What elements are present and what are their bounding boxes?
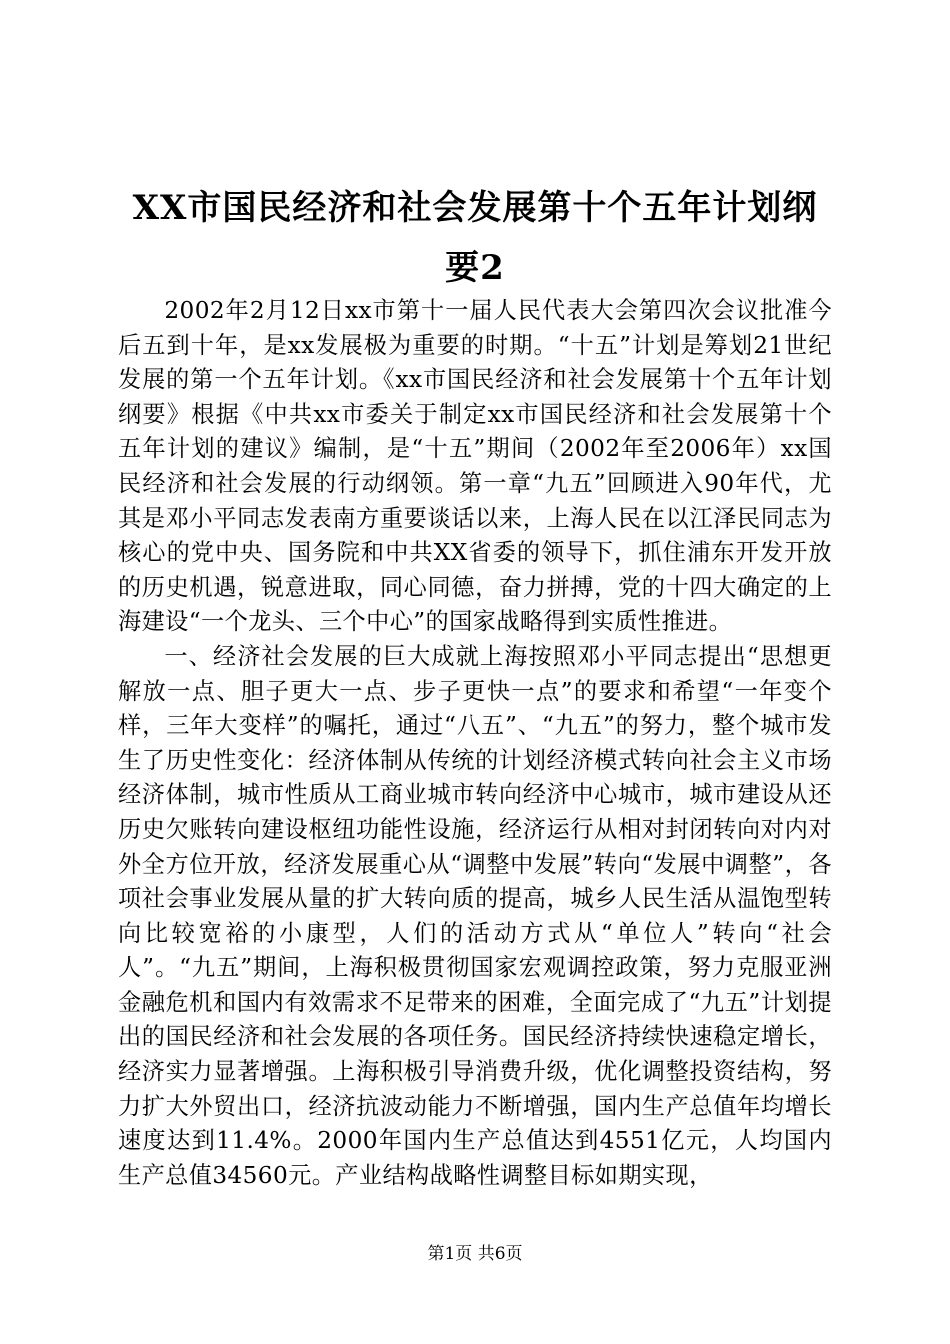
paragraph-achievements: 一、经济社会发展的巨大成就上海按照邓小平同志提出“思想更解放一点、胆子更大一点、步子更快一点”的要求和希望“一年变个样，三年大变样”的嘱托，通过“八五”、“九五”的努力，整个城市发生了历史性变化：经济体制从传统的计划经济模式转向社会主义市场经济体制，城市性质从工商业城市转向经济中心城市，城市建设从还历史欠账转向建设枢纽功能性设施，经济运行从相对封闭转向对内对外全方位开放，经济发展重心从“调整中发展”转向“发展中调整”，各项社会事业发展从量的扩大转向质的提高，城乡人民生活从温饱型转向比较宽裕的小康型，人们的活动方式从“单位人”转向“社会人”。“九五”期间，上海积极贯彻国家宏观调控政策，努力克服亚洲金融危机和国内有效需求不足带来的困难，全面完成了“九五”计划提出的国民经济和社会发展的各项任务。国民经济持续快速稳定增长，经济实力显著增强。上海积极引导消费升级，优化调整投资结构，努力扩大外贸出口，经济抗波动能力不断增强，国内生产总值年均增长速度达到11.4%。2000年国内生产总值达到4551亿元，人均国内生产总值34560元。产业结构战略性调整目标如期实现， (118, 642, 832, 1189)
document-body (118, 294, 832, 1193)
paragraph-intro: 2002年2月12日xx市第十一届人民代表大会第四次会议批准今后五到十年，是xx发展极为重要的时期。“十五”计划是筹划21世纪发展的第一个五年计划。《xx市国民经济和社会发展第十个五年计划纲要》根据《中共xx市委关于制定xx市国民经济和社会发展第十个五年计划的建议》编制，是“十五”期间（2002年至2006年）xx国民经济和社会发展的行动纲领。第一章“九五”回顾进入90年代，尤其是邓小平同志发表南方重要谈话以来，上海人民在以江泽民同志为核心的党中央、国务院和中共XX省委的领导下，抓住浦东开发开放的历史机遇，锐意进取，同心同德，奋力拼搏，党的十四大确定的上海建设“一个龙头、三个中心”的国家战略得到实质性推进。 (118, 297, 832, 636)
page-footer: 第1页 共6页 (427, 1244, 523, 1264)
document-title: XX市国民经济和社会发展第十个五年计划纲要2 (132, 188, 818, 288)
